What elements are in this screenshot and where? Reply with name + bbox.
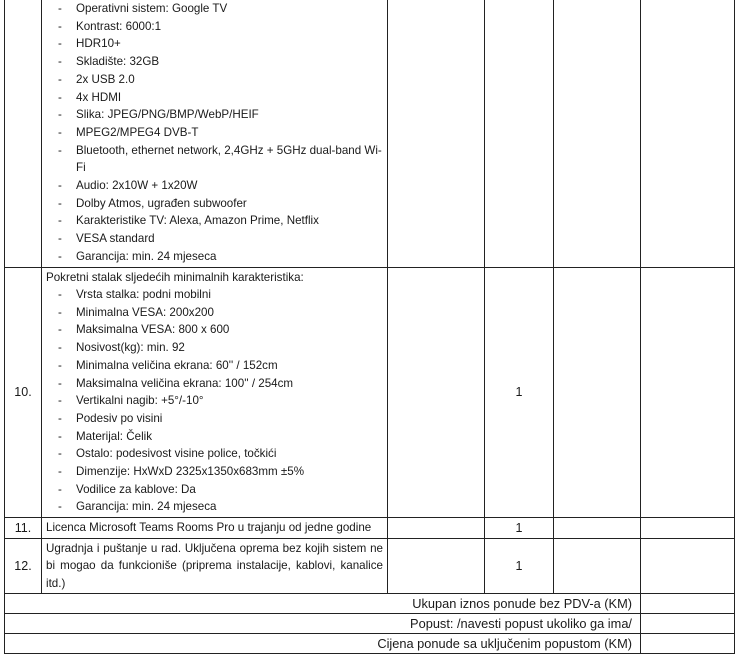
spec-item: - 4x HDMI — [56, 89, 383, 107]
discounted-price-label: Cijena ponude sa uključenim popustom (KM) — [5, 634, 641, 654]
spec-item: - Dolby Atmos, ugrađen subwoofer — [56, 195, 383, 213]
total-cell[interactable] — [641, 0, 735, 267]
spec-item: - Karakteristike TV: Alexa, Amazon Prime, Netflix — [56, 212, 383, 230]
spec-item: - Bluetooth, ethernet network, 2,4GHz + 5GHz dual-band Wi-Fi — [56, 142, 383, 177]
total-cell[interactable] — [641, 267, 735, 518]
unit-cell — [388, 518, 485, 539]
spec-item: - Maksimalna VESA: 800 x 600 — [56, 321, 383, 339]
table-row — [5, 538, 735, 594]
discount-value[interactable] — [641, 614, 735, 634]
summary-row — [5, 634, 735, 654]
spec-item: - 2x USB 2.0 — [56, 71, 383, 89]
spec-item: - Slika: JPEG/PNG/BMP/WebP/HEIF — [56, 106, 383, 124]
spec-item: - HDR10+ — [56, 35, 383, 53]
quantity-cell — [485, 0, 554, 267]
summary-row — [5, 614, 735, 634]
offer-table — [4, 0, 735, 654]
item-lead: Licenca Microsoft Teams Rooms Pro u trajanju od jedne godine — [46, 521, 372, 535]
item-lead: Pokretni stalak sljedećih minimalnih karakteristika: — [46, 270, 304, 284]
item-description — [42, 518, 388, 539]
price-cell[interactable] — [554, 267, 641, 518]
total-without-vat-label: Ukupan iznos ponude bez PDV-a (KM) — [5, 594, 641, 614]
spec-item: - Nosivost(kg): min. 92 — [56, 339, 383, 357]
discount-label: Popust: /navesti popust ukoliko ga ima/ — [5, 614, 641, 634]
spec-item: - Maksimalna veličina ekrana: 100'' / 254cm — [56, 375, 383, 393]
table-row — [5, 267, 735, 518]
total-cell[interactable] — [641, 518, 735, 539]
spec-item: - Garancija: min. 24 mjeseca — [56, 248, 383, 266]
spec-list — [46, 0, 383, 266]
spec-item: - Podesiv po visini — [56, 410, 383, 428]
quantity-cell: 1 — [485, 518, 554, 539]
item-number: 11. — [5, 518, 42, 539]
price-cell[interactable] — [554, 518, 641, 539]
price-cell[interactable] — [554, 538, 641, 594]
unit-cell — [388, 0, 485, 267]
spec-item: - Minimalna VESA: 200x200 — [56, 304, 383, 322]
spec-list — [46, 286, 383, 516]
item-lead: Ugradnja i puštanje u rad. Uključena oprema bez kojih sistem ne bi mogao da funkcioniše (priprema instalacije, kablovi, kanalice itd.) — [46, 541, 383, 590]
item-number: 10. — [5, 267, 42, 518]
summary-row — [5, 594, 735, 614]
spec-item: - Skladište: 32GB — [56, 53, 383, 71]
item-description — [42, 538, 388, 594]
quantity-cell: 1 — [485, 538, 554, 594]
spec-item: - Ostalo: podesivost visine police, točkići — [56, 445, 383, 463]
item-number — [5, 0, 42, 267]
total-cell[interactable] — [641, 538, 735, 594]
total-without-vat-value[interactable] — [641, 594, 735, 614]
item-description — [42, 267, 388, 518]
price-cell[interactable] — [554, 0, 641, 267]
quantity-cell: 1 — [485, 267, 554, 518]
spec-item: - Dimenzije: HxWxD 2325x1350x683mm ±5% — [56, 463, 383, 481]
spec-item: - Operativni sistem: Google TV — [56, 0, 383, 18]
spec-item: - Garancija: min. 24 mjeseca — [56, 498, 383, 516]
item-number: 12. — [5, 538, 42, 594]
unit-cell — [388, 267, 485, 518]
spec-item: - Kontrast: 6000:1 — [56, 18, 383, 36]
discounted-price-value[interactable] — [641, 634, 735, 654]
spec-item: - Audio: 2x10W + 1x20W — [56, 177, 383, 195]
spec-item: - VESA standard — [56, 230, 383, 248]
item-description — [42, 0, 388, 267]
spec-item: - Vrsta stalka: podni mobilni — [56, 286, 383, 304]
table-row — [5, 518, 735, 539]
spec-item: - Materijal: Čelik — [56, 428, 383, 446]
spec-item: - Minimalna veličina ekrana: 60'' / 152cm — [56, 357, 383, 375]
spec-item: - Vodilice za kablove: Da — [56, 481, 383, 499]
spec-item: - MPEG2/MPEG4 DVB-T — [56, 124, 383, 142]
table-row — [5, 0, 735, 267]
unit-cell — [388, 538, 485, 594]
spec-item: - Vertikalni nagib: +5°/-10° — [56, 392, 383, 410]
